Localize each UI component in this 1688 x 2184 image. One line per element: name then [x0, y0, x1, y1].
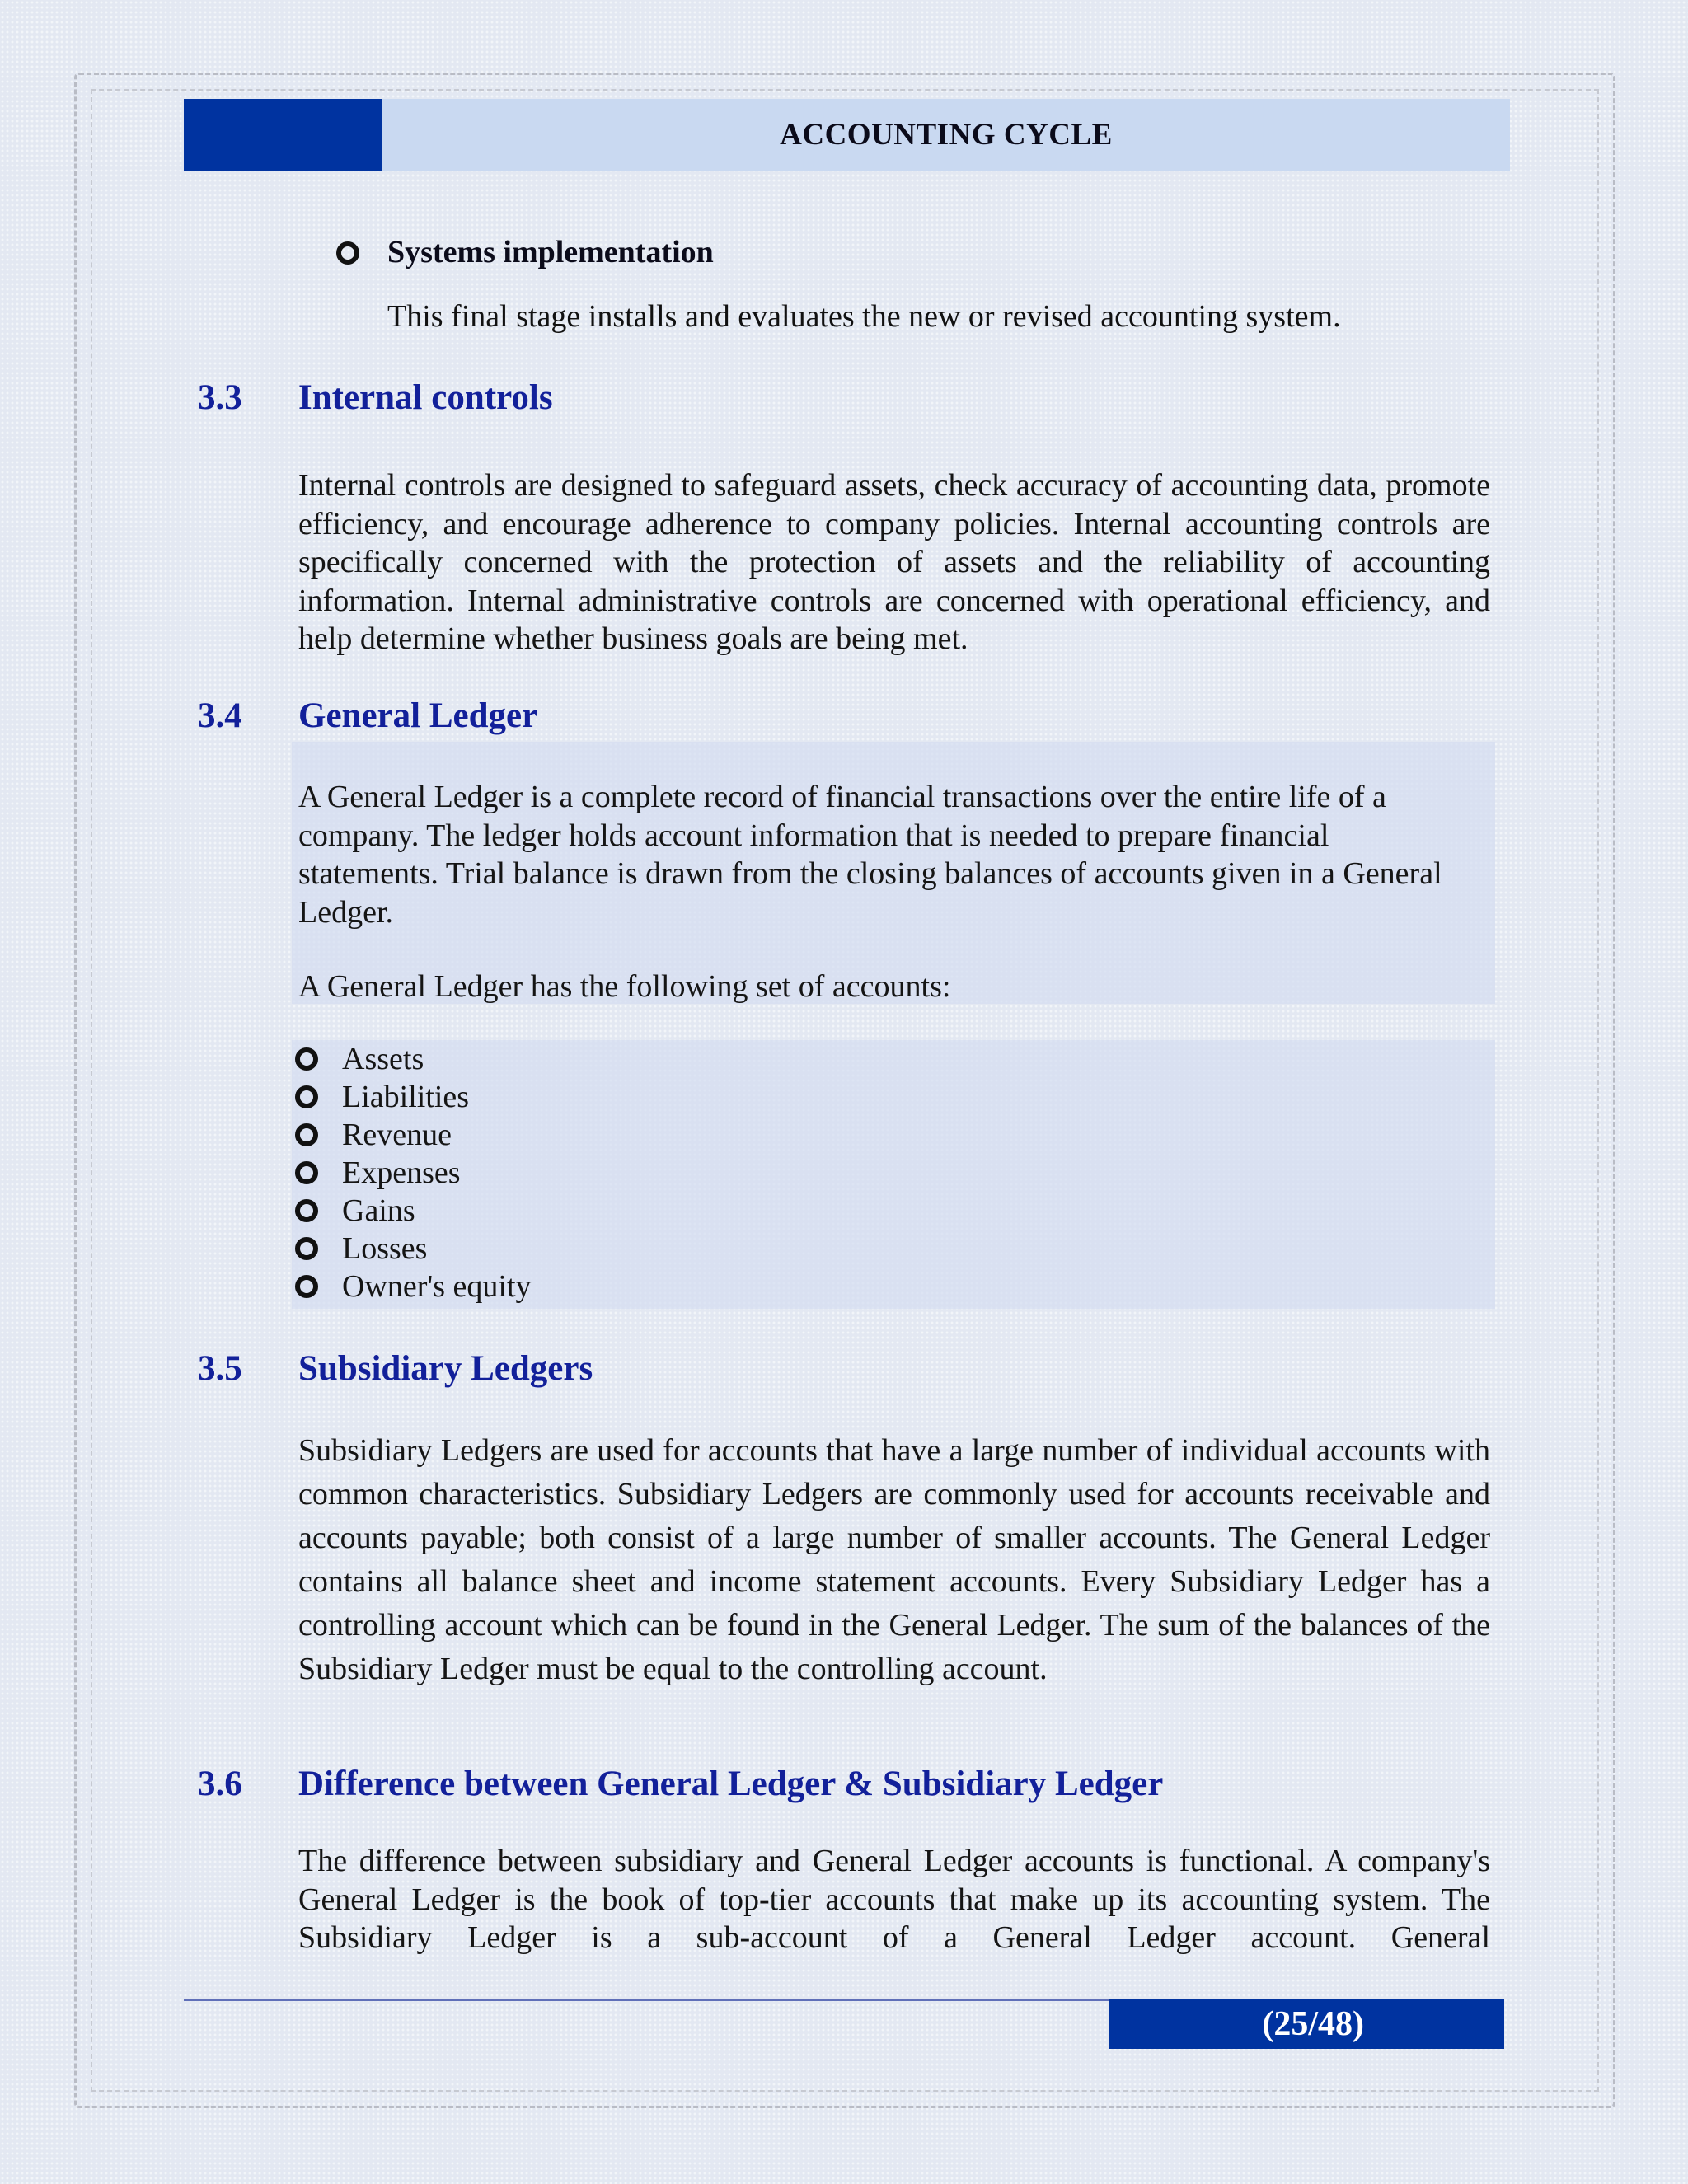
- list-item: Liabilities: [295, 1078, 532, 1116]
- internal-controls-paragraph: Internal controls are designed to safeguard assets, check accuracy of accounting data, promote efficiency, and encourage adherence to company policies. Internal accounting controls are specifically concerned with the protection of assets and the reliability of accounting information. Internal administrative controls are concerned with operational efficiency, and help determine whether business goals are being met.: [298, 468, 1490, 656]
- section-title: General Ledger: [298, 696, 538, 735]
- section-number: 3.6: [198, 1765, 242, 1803]
- list-item: Owner's equity: [295, 1268, 532, 1305]
- ring-bullet-icon: [295, 1237, 318, 1260]
- header-accent-block: [184, 99, 382, 171]
- ring-bullet-icon: [295, 1199, 318, 1222]
- section-heading-3-3: [198, 377, 553, 418]
- ring-bullet-icon: [295, 1085, 318, 1108]
- ring-bullet-icon: [295, 1275, 318, 1298]
- section-heading-3-4: [198, 696, 537, 736]
- systems-implementation-text: This final stage installs and evaluates the new or revised accounting system.: [387, 299, 1341, 334]
- list-item: Losses: [295, 1230, 532, 1268]
- ring-bullet-icon: [295, 1161, 318, 1184]
- ring-bullet-icon: [295, 1123, 318, 1146]
- section-title: Subsidiary Ledgers: [298, 1349, 593, 1388]
- subsidiary-ledgers-paragraph: Subsidiary Ledgers are used for accounts that have a large number of individual accounts with common characteristics. Subsidiary Ledgers are commonly used for accounts receivable and accounts payable; both consist of a large number of smaller accounts. The General Ledger contains all balance sheet and income statement accounts. Every Subsidiary Ledger has a controlling account which can be found in the General Ledger. The sum of the balances of the Subsidiary Ledger must be equal to the controlling account.: [298, 1433, 1490, 1686]
- ring-bullet-icon: [295, 1047, 318, 1071]
- header-title: ACCOUNTING CYCLE: [780, 118, 1113, 152]
- page-number-badge: (25/48): [1109, 1999, 1504, 2049]
- section-number: 3.4: [198, 696, 242, 735]
- list-item: Revenue: [295, 1116, 532, 1154]
- list-item: Gains: [295, 1192, 532, 1230]
- page-header: [184, 99, 1510, 171]
- section-heading-3-5: [198, 1348, 593, 1389]
- systems-implementation-heading: [336, 234, 714, 270]
- section-title: Difference between General Ledger & Subsidiary Ledger: [298, 1765, 1164, 1803]
- section-number: 3.5: [198, 1349, 242, 1388]
- footer-rule: [184, 1999, 1110, 2001]
- list-item: Assets: [295, 1040, 532, 1078]
- section-title: Internal controls: [298, 378, 553, 417]
- list-item: Expenses: [295, 1154, 532, 1192]
- ring-bullet-icon: [336, 241, 359, 265]
- systems-heading-text: Systems implementation: [387, 235, 714, 269]
- difference-paragraph: The difference between subsidiary and General Ledger accounts is functional. A company's General Ledger is the book of top-tier accounts that make up its accounting system. The Subsidiary Ledger is a sub-account of a General Ledger account. General: [298, 1844, 1490, 1955]
- section-heading-3-6: [198, 1764, 1163, 1804]
- general-ledger-intro: A General Ledger has the following set of accounts:: [298, 969, 951, 1004]
- general-ledger-paragraph: A General Ledger is a complete record of financial transactions over the entire life of a company. The ledger holds account information that is needed to prepare financial statements. Trial balance is drawn from the closing balances of accounts given in a General Ledger.: [298, 780, 1442, 930]
- accounts-list: [295, 1040, 532, 1305]
- section-number: 3.3: [198, 378, 242, 417]
